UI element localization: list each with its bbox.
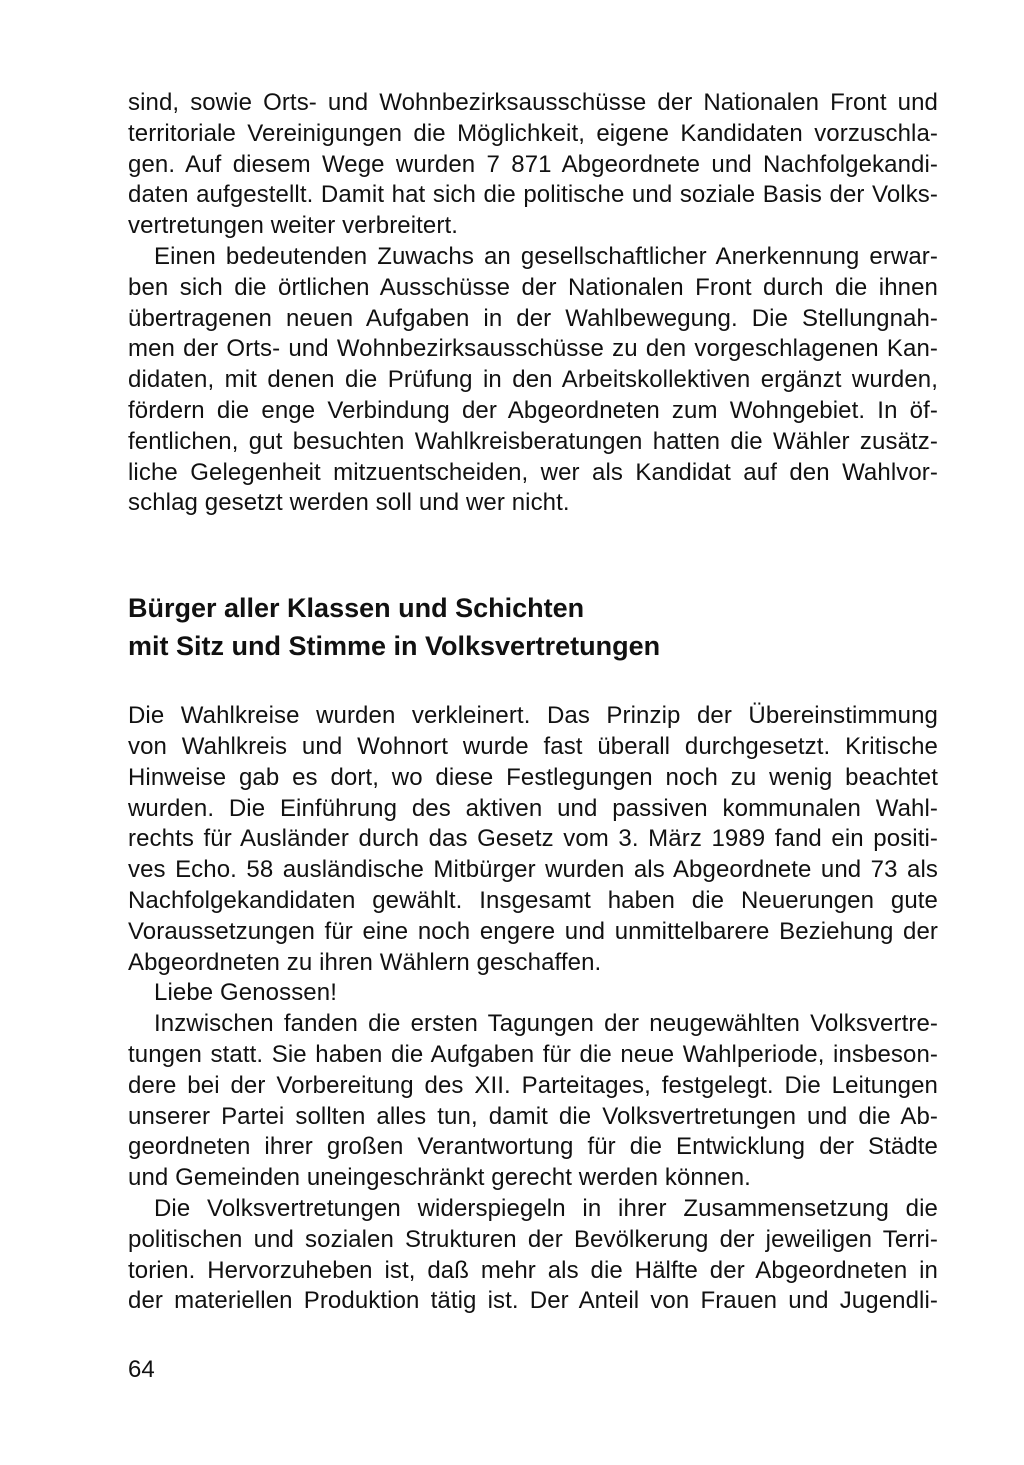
text-line: von Wahlkreis und Wohnort wurde fast überall durchgesetzt. Kritische — [128, 732, 938, 760]
text-line: Abgeordneten zu ihren Wählern geschaffen. — [128, 948, 602, 976]
page-content — [128, 88, 938, 1317]
text-line: Liebe Genossen! — [154, 979, 337, 1007]
text-line: vertretungen weiter verbreitert. — [128, 212, 459, 240]
text-line: Einen bedeutenden Zuwachs an gesellschaftlicher Anerkennung erwar- — [154, 242, 938, 270]
text-line: der materiellen Produktion tätig ist. Der Anteil von Frauen und Jugendli- — [128, 1287, 938, 1315]
text-line: daten aufgestellt. Damit hat sich die politische und soziale Basis der Volks- — [128, 181, 938, 209]
text-line: fördern die enge Verbindung der Abgeordneten zum Wohngebiet. In öf- — [128, 396, 938, 424]
paragraph — [128, 88, 938, 242]
section-body — [128, 701, 938, 1317]
text-line: politischen und sozialen Strukturen der Bevölkerung der jeweiligen Terri- — [128, 1225, 938, 1253]
heading-line-1: Bürger aller Klassen und Schichten — [128, 593, 585, 624]
text-line: Die Volksvertretungen widerspiegeln in ihrer Zusammensetzung die — [154, 1194, 938, 1222]
text-line: Nachfolgekandidaten gewählt. Insgesamt haben die Neuerungen gute — [128, 886, 938, 914]
page-number: 64 — [128, 1356, 155, 1383]
paragraph — [128, 701, 938, 978]
text-line: rechts für Ausländer durch das Gesetz vom 3. März 1989 fand ein positi- — [128, 825, 938, 853]
text-line: Voraussetzungen für eine noch engere und unmittelbarere Beziehung der — [128, 917, 938, 945]
text-line: wurden. Die Einführung des aktiven und passiven kommunalen Wahl- — [128, 794, 938, 822]
text-line: Hinweise gab es dort, wo diese Festlegungen noch zu wenig beachtet — [128, 763, 938, 791]
text-line: Inzwischen fanden die ersten Tagungen der neugewählten Volksvertre- — [154, 1010, 938, 1038]
text-line: ves Echo. 58 ausländische Mitbürger wurden als Abgeordnete und 73 als — [128, 856, 938, 884]
text-line: torien. Hervorzuheben ist, daß mehr als die Hälfte der Abgeordneten in — [128, 1256, 938, 1284]
text-line: dere bei der Vorbereitung des XII. Parteitages, festgelegt. Die Leitungen — [128, 1071, 938, 1099]
text-line: schlag gesetzt werden soll und wer nicht. — [128, 489, 570, 517]
text-line: gen. Auf diesem Wege wurden 7 871 Abgeordnete und Nachfolgekandi- — [128, 150, 938, 178]
text-line: und Gemeinden uneingeschränkt gerecht werden können. — [128, 1164, 751, 1192]
text-line: tungen statt. Sie haben die Aufgaben für die neue Wahlperiode, insbeson- — [128, 1040, 938, 1068]
text-line: territoriale Vereinigungen die Möglichkeit, eigene Kandidaten vorzuschla- — [128, 119, 938, 147]
section-heading — [128, 589, 938, 665]
paragraph — [128, 1194, 938, 1317]
paragraph — [128, 1009, 938, 1194]
paragraph — [128, 242, 938, 519]
text-line: liche Gelegenheit mitzuentscheiden, wer als Kandidat auf den Wahlvor- — [128, 458, 938, 486]
text-line: fentlichen, gut besuchten Wahlkreisberatungen hatten die Wähler zusätz- — [128, 427, 938, 455]
paragraph — [128, 978, 938, 1009]
heading-line-2: mit Sitz und Stimme in Volksvertretungen — [128, 631, 661, 662]
text-line: geordneten ihrer großen Verantwortung für die Entwicklung der Städte — [128, 1133, 938, 1161]
text-line: übertragenen neuen Aufgaben in der Wahlbewegung. Die Stellungnah- — [128, 304, 938, 332]
text-line: unserer Partei sollten alles tun, damit die Volksvertretungen und die Ab- — [128, 1102, 938, 1130]
text-line: ben sich die örtlichen Ausschüsse der Nationalen Front durch die ihnen — [128, 273, 938, 301]
text-line: didaten, mit denen die Prüfung in den Arbeitskollektiven ergänzt wurden, — [128, 366, 938, 394]
text-line: Die Wahlkreise wurden verkleinert. Das Prinzip der Übereinstimmung — [128, 702, 938, 730]
text-line: men der Orts- und Wohnbezirksausschüsse zu den vorgeschlagenen Kan- — [128, 335, 938, 363]
text-line: sind, sowie Orts- und Wohnbezirksausschüsse der Nationalen Front und — [128, 89, 938, 116]
intro-text — [128, 88, 938, 519]
